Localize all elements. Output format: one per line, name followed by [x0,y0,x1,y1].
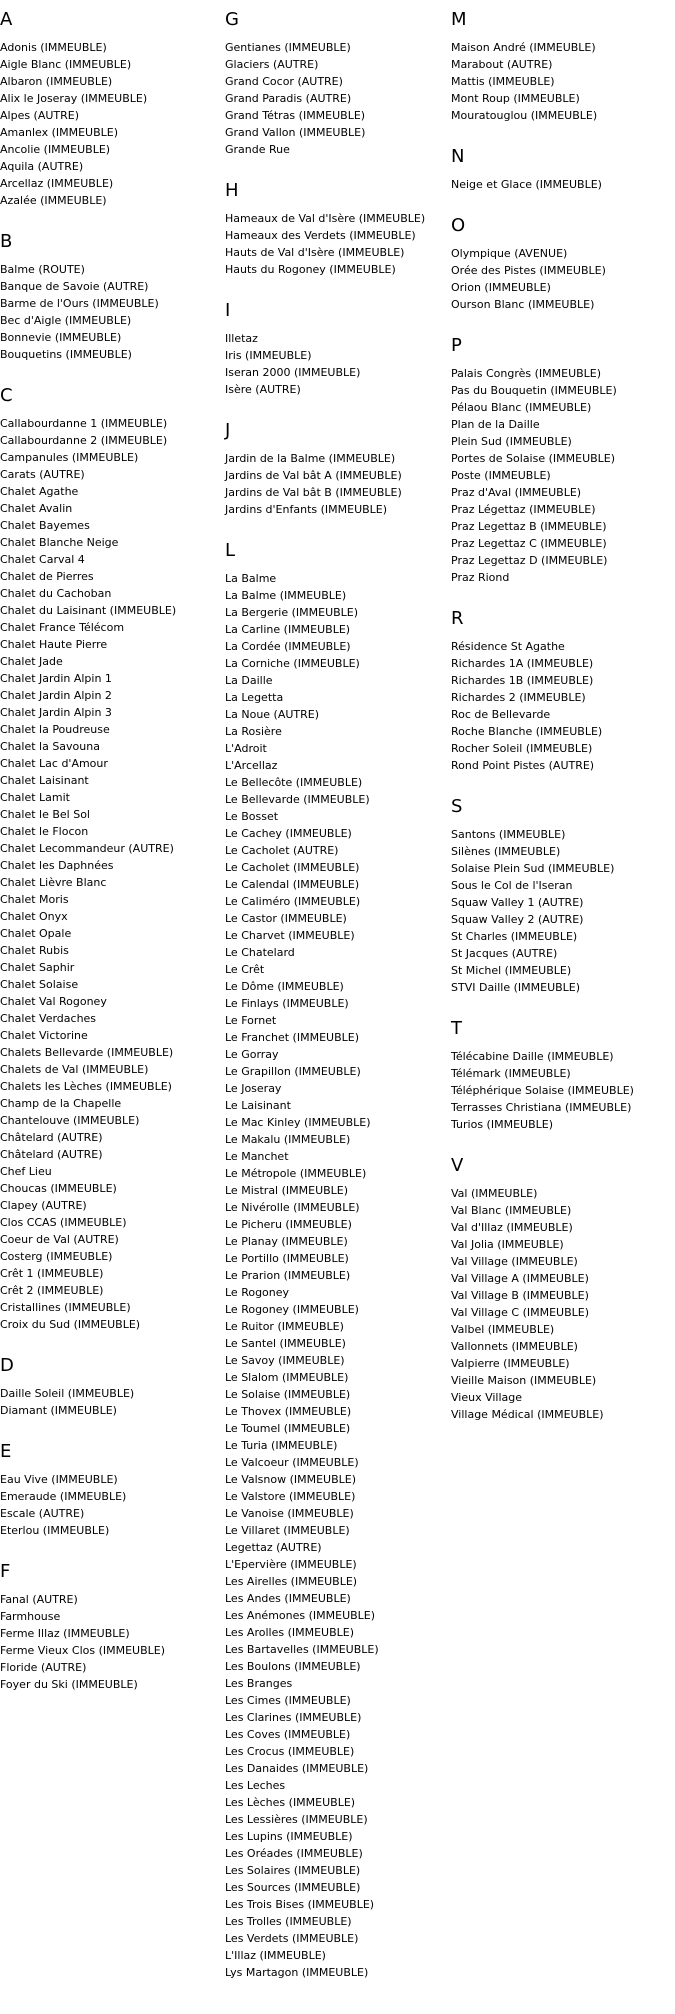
building-link[interactable]: Le Mistral (IMMEUBLE) [225,1184,349,1197]
building-link[interactable]: Mont Roup (IMMEUBLE) [451,92,580,105]
building-link[interactable]: Val Jolia (IMMEUBLE) [451,1238,564,1251]
section-letter-heading: I [225,300,231,321]
building-link[interactable]: Chalet Bayemes [0,519,90,532]
building-link[interactable]: Chalet Saphir [0,961,75,974]
building-link[interactable]: Le Franchet (IMMEUBLE) [225,1031,359,1044]
letter-section [225,9,447,158]
building-link[interactable]: Le Mac Kinley (IMMEUBLE) [225,1116,371,1129]
building-link[interactable]: Roc de Bellevarde [451,708,551,721]
building-link[interactable]: Richardes 2 (IMMEUBLE) [451,691,586,704]
building-link[interactable]: Chalet Agathe [0,485,79,498]
letter-section [0,1441,222,1539]
building-link[interactable]: Solaise Plein Sud (IMMEUBLE) [451,862,615,875]
building-link[interactable]: Le Valcoeur (IMMEUBLE) [225,1456,359,1469]
building-link[interactable]: Hauts du Rogoney (IMMEUBLE) [225,263,396,276]
building-link[interactable]: Campanules (IMMEUBLE) [0,451,139,464]
building-link[interactable]: Grand Tétras (IMMEUBLE) [225,109,366,122]
building-link[interactable]: Jardins d'Enfants (IMMEUBLE) [225,503,388,516]
building-link[interactable]: Croix du Sud (IMMEUBLE) [0,1318,141,1331]
building-link[interactable]: Les Verdets (IMMEUBLE) [225,1932,359,1945]
building-link[interactable]: Richardes 1A (IMMEUBLE) [451,657,594,670]
building-link[interactable]: Chalet Lecommandeur (AUTRE) [0,842,174,855]
building-link[interactable]: L'Epervière (IMMEUBLE) [225,1558,357,1571]
building-link[interactable]: Valbel (IMMEUBLE) [451,1323,555,1336]
section-letter-heading: J [225,420,231,441]
building-link[interactable]: Grand Cocor (AUTRE) [225,75,343,88]
building-link[interactable]: Chalet Avalin [0,502,73,515]
building-link[interactable]: Chalet France Télécom [0,621,125,634]
building-link[interactable]: Le Ruitor (IMMEUBLE) [225,1320,344,1333]
building-link[interactable]: Val Village (IMMEUBLE) [451,1255,578,1268]
building-link[interactable]: Ourson Blanc (IMMEUBLE) [451,298,595,311]
building-link[interactable]: Olympique (AVENUE) [451,247,568,260]
letter-section [0,231,222,363]
building-link[interactable]: Le Manchet [225,1150,289,1163]
building-link[interactable]: Plein Sud (IMMEUBLE) [451,435,572,448]
building-link[interactable]: Val Blanc (IMMEUBLE) [451,1204,572,1217]
building-link[interactable]: Neige et Glace (IMMEUBLE) [451,178,602,191]
building-link[interactable]: La Corniche (IMMEUBLE) [225,657,360,670]
letter-section [0,1355,222,1419]
building-link[interactable]: Escale (AUTRE) [0,1507,85,1520]
building-link[interactable]: Poste (IMMEUBLE) [451,469,551,482]
building-link[interactable]: Iseran 2000 (IMMEUBLE) [225,366,361,379]
building-link[interactable]: Palais Congrès (IMMEUBLE) [451,367,602,380]
building-link[interactable]: Télécabine Daille (IMMEUBLE) [451,1050,614,1063]
building-link[interactable]: Bec d'Aigle (IMMEUBLE) [0,314,132,327]
building-link[interactable]: La Carline (IMMEUBLE) [225,623,351,636]
building-link[interactable]: Clos CCAS (IMMEUBLE) [0,1216,127,1229]
building-link[interactable]: Vallonnets (IMMEUBLE) [451,1340,578,1353]
building-link[interactable]: Les Lèches (IMMEUBLE) [225,1796,356,1809]
building-link[interactable]: Rond Point Pistes (AUTRE) [451,759,595,772]
building-link[interactable]: Le Slalom (IMMEUBLE) [225,1371,349,1384]
building-link[interactable]: Le Portillo (IMMEUBLE) [225,1252,349,1265]
building-link[interactable]: Orion (IMMEUBLE) [451,281,551,294]
building-link[interactable]: L'Arcellaz [225,759,278,772]
letter-section [0,385,222,1333]
building-link[interactable]: Marabout (AUTRE) [451,58,553,71]
building-link[interactable]: Chalet Jardin Alpin 1 [0,672,112,685]
section-letter-heading: A [0,9,13,30]
building-link[interactable]: Chalet la Savouna [0,740,100,753]
building-link[interactable]: Val Village B (IMMEUBLE) [451,1289,589,1302]
section-letter-heading: H [225,180,239,201]
building-link[interactable]: La Bergerie (IMMEUBLE) [225,606,359,619]
building-link[interactable]: Bonnevie (IMMEUBLE) [0,331,122,344]
building-link[interactable]: Chalet le Bel Sol [0,808,90,821]
building-link[interactable]: Farmhouse [0,1610,61,1623]
building-link[interactable]: Les Coves (IMMEUBLE) [225,1728,351,1741]
building-link[interactable]: Les Lessières (IMMEUBLE) [225,1813,368,1826]
section-letter-heading: C [0,385,13,406]
building-link[interactable]: Orée des Pistes (IMMEUBLE) [451,264,606,277]
building-link[interactable]: Les Lupins (IMMEUBLE) [225,1830,353,1843]
building-link[interactable]: Val (IMMEUBLE) [451,1187,538,1200]
building-link[interactable]: Chantelouve (IMMEUBLE) [0,1114,140,1127]
building-link[interactable]: Amanlex (IMMEUBLE) [0,126,119,139]
building-link[interactable]: Le Rogoney (IMMEUBLE) [225,1303,359,1316]
building-link[interactable]: Vieux Village [451,1391,523,1404]
building-link[interactable]: Iris (IMMEUBLE) [225,349,312,362]
building-link[interactable]: Banque de Savoie (AUTRE) [0,280,149,293]
building-link[interactable]: Le Métropole (IMMEUBLE) [225,1167,367,1180]
building-link[interactable]: La Noue (AUTRE) [225,708,320,721]
section-letter-heading: R [451,608,464,629]
building-link[interactable]: Les Anémones (IMMEUBLE) [225,1609,376,1622]
section-letter-heading: D [0,1355,14,1376]
building-link[interactable]: Lys Martagon (IMMEUBLE) [225,1966,369,1979]
building-link[interactable]: Chalet Victorine [0,1029,88,1042]
building-link[interactable]: Gentianes (IMMEUBLE) [225,41,351,54]
building-link[interactable]: Legettaz (AUTRE) [225,1541,322,1554]
building-link[interactable]: Valpierre (IMMEUBLE) [451,1357,570,1370]
letter-section [0,9,222,209]
building-link[interactable]: Squaw Valley 2 (AUTRE) [451,913,584,926]
building-link[interactable]: Diamant (IMMEUBLE) [0,1404,117,1417]
building-link[interactable]: Praz Legettaz D (IMMEUBLE) [451,554,608,567]
building-link[interactable]: Clapey (AUTRE) [0,1199,87,1212]
building-link[interactable]: Le Gorray [225,1048,279,1061]
building-link[interactable]: Les Airelles (IMMEUBLE) [225,1575,358,1588]
building-link[interactable]: Terrasses Christiana (IMMEUBLE) [451,1101,632,1114]
building-link[interactable]: Aquila (AUTRE) [0,160,84,173]
building-link[interactable]: Le Chatelard [225,946,295,959]
building-link[interactable]: Val d'Illaz (IMMEUBLE) [451,1221,573,1234]
building-link[interactable]: Chalet Opale [0,927,72,940]
building-link[interactable]: Chalet Laisinant [0,774,89,787]
building-link[interactable]: Illetaz [225,332,258,345]
section-letter-heading: M [451,9,467,30]
building-link[interactable]: Grand Paradis (AUTRE) [225,92,352,105]
building-link[interactable]: Chalet Blanche Neige [0,536,119,549]
building-link[interactable]: Hameaux de Val d'Isère (IMMEUBLE) [225,212,426,225]
building-link[interactable]: Grande Rue [225,143,290,156]
building-link[interactable]: Le Turia (IMMEUBLE) [225,1439,338,1452]
building-link[interactable]: Arcellaz (IMMEUBLE) [0,177,114,190]
building-link[interactable]: Le Calendal (IMMEUBLE) [225,878,360,891]
building-link[interactable]: Mattis (IMMEUBLE) [451,75,555,88]
building-link[interactable]: Balme (ROUTE) [0,263,85,276]
letter-section [225,420,447,518]
building-link[interactable]: Le Joseray [225,1082,282,1095]
building-link[interactable]: Les Arolles (IMMEUBLE) [225,1626,355,1639]
building-link[interactable]: Ferme Vieux Clos (IMMEUBLE) [0,1644,166,1657]
building-link[interactable]: Alpes (AUTRE) [0,109,80,122]
building-link[interactable]: Pélaou Blanc (IMMEUBLE) [451,401,592,414]
building-link[interactable]: Richardes 1B (IMMEUBLE) [451,674,594,687]
letter-section [451,335,675,586]
building-link[interactable]: Rocher Soleil (IMMEUBLE) [451,742,593,755]
building-link[interactable]: Les Branges [225,1677,293,1690]
building-link[interactable]: Chalet Solaise [0,978,79,991]
building-link[interactable]: Fanal (AUTRE) [0,1593,78,1606]
building-link[interactable]: Isère (AUTRE) [225,383,301,396]
building-link[interactable]: Chalet Carval 4 [0,553,85,566]
building-link[interactable]: Télémark (IMMEUBLE) [451,1067,571,1080]
building-link[interactable]: La Rosière [225,725,282,738]
section-letter-heading: T [451,1018,462,1039]
building-link[interactable]: Le Planay (IMMEUBLE) [225,1235,348,1248]
building-link[interactable]: Le Makalu (IMMEUBLE) [225,1133,351,1146]
building-link[interactable]: Chalet les Daphnées [0,859,114,872]
building-link[interactable]: Les Boulons (IMMEUBLE) [225,1660,361,1673]
building-link[interactable]: Le Cachey (IMMEUBLE) [225,827,352,840]
building-link[interactable]: Chalet Verdaches [0,1012,97,1025]
building-link[interactable]: Résidence St Agathe [451,640,565,653]
building-link[interactable]: Chalet Val Rogoney [0,995,107,1008]
building-link[interactable]: Azalée (IMMEUBLE) [0,194,107,207]
building-link[interactable]: Les Oréades (IMMEUBLE) [225,1847,363,1860]
letter-section [225,180,447,278]
building-link[interactable]: STVI Daille (IMMEUBLE) [451,981,581,994]
building-link[interactable]: L'Illaz (IMMEUBLE) [225,1949,326,1962]
section-letter-heading: G [225,9,239,30]
building-link[interactable]: Vieille Maison (IMMEUBLE) [451,1374,597,1387]
building-link[interactable]: Le Valsnow (IMMEUBLE) [225,1473,357,1486]
building-link[interactable]: Praz Legettaz C (IMMEUBLE) [451,537,607,550]
building-link[interactable]: La Balme [225,572,277,585]
letter-section [451,1155,675,1423]
building-link[interactable]: Callabourdanne 1 (IMMEUBLE) [0,417,168,430]
building-link[interactable]: Praz d'Aval (IMMEUBLE) [451,486,582,499]
building-link[interactable]: Crêt 2 (IMMEUBLE) [0,1284,104,1297]
building-link[interactable]: Le Charvet (IMMEUBLE) [225,929,355,942]
building-link[interactable]: Foyer du Ski (IMMEUBLE) [0,1678,138,1691]
building-link[interactable]: Chalet Lamit [0,791,70,804]
building-link[interactable]: Les Clarines (IMMEUBLE) [225,1711,362,1724]
building-link[interactable]: Les Leches [225,1779,286,1792]
building-link[interactable]: Choucas (IMMEUBLE) [0,1182,117,1195]
building-link[interactable]: Chalet Lièvre Blanc [0,876,107,889]
building-link[interactable]: Le Dôme (IMMEUBLE) [225,980,344,993]
building-link[interactable]: Les Trois Bises (IMMEUBLE) [225,1898,375,1911]
building-link[interactable]: Praz Legettaz B (IMMEUBLE) [451,520,607,533]
building-link[interactable]: Le Villaret (IMMEUBLE) [225,1524,350,1537]
building-link[interactable]: Le Nivérolle (IMMEUBLE) [225,1201,360,1214]
building-link[interactable]: Hameaux des Verdets (IMMEUBLE) [225,229,416,242]
building-link[interactable]: Le Santel (IMMEUBLE) [225,1337,346,1350]
letter-section [451,608,675,774]
building-link[interactable]: Village Médical (IMMEUBLE) [451,1408,604,1421]
building-link[interactable]: Carats (AUTRE) [0,468,85,481]
building-link[interactable]: Barme de l'Ours (IMMEUBLE) [0,297,159,310]
building-link[interactable]: Santons (IMMEUBLE) [451,828,566,841]
building-link[interactable]: Eterlou (IMMEUBLE) [0,1524,110,1537]
building-link[interactable]: Le Finlays (IMMEUBLE) [225,997,349,1010]
section-letter-heading: N [451,146,465,167]
building-link[interactable]: Chalets les Lèches (IMMEUBLE) [0,1080,172,1093]
building-link[interactable]: Le Castor (IMMEUBLE) [225,912,347,925]
building-link[interactable]: Le Toumel (IMMEUBLE) [225,1422,351,1435]
letter-section [225,300,447,398]
letter-section [451,9,675,124]
building-link[interactable]: Turios (IMMEUBLE) [451,1118,553,1131]
building-link[interactable]: Daille Soleil (IMMEUBLE) [0,1387,135,1400]
building-link[interactable]: Les Cimes (IMMEUBLE) [225,1694,351,1707]
letter-section [225,540,447,1981]
building-link[interactable]: Chalet Jardin Alpin 2 [0,689,112,702]
building-link[interactable]: Les Bartavelles (IMMEUBLE) [225,1643,379,1656]
building-link[interactable]: Le Grapillon (IMMEUBLE) [225,1065,361,1078]
building-link[interactable]: Le Bellecôte (IMMEUBLE) [225,776,363,789]
building-link[interactable]: Les Trolles (IMMEUBLE) [225,1915,352,1928]
building-link[interactable]: La Legetta [225,691,284,704]
building-link[interactable]: Eau Vive (IMMEUBLE) [0,1473,118,1486]
building-link[interactable]: Val Village A (IMMEUBLE) [451,1272,589,1285]
letter-section [0,1561,222,1693]
building-link[interactable]: Châtelard (AUTRE) [0,1131,103,1144]
building-link[interactable]: Chalet Moris [0,893,69,906]
section-letter-heading: O [451,215,466,236]
building-link[interactable]: Portes de Solaise (IMMEUBLE) [451,452,616,465]
building-link[interactable]: Chalet de Pierres [0,570,94,583]
building-link[interactable]: Coeur de Val (AUTRE) [0,1233,119,1246]
building-link[interactable]: Val Village C (IMMEUBLE) [451,1306,590,1319]
building-link[interactable]: Chalet du Laisinant (IMMEUBLE) [0,604,177,617]
building-link[interactable]: Le Laisinant [225,1099,291,1112]
directory-column-3 [451,9,675,1445]
building-link[interactable]: Squaw Valley 1 (AUTRE) [451,896,584,909]
section-letter-heading: L [225,540,236,561]
letter-section [451,215,675,313]
building-link[interactable]: Le Vanoise (IMMEUBLE) [225,1507,354,1520]
building-link[interactable]: Les Sources (IMMEUBLE) [225,1881,361,1894]
building-link[interactable]: Jardin de la Balme (IMMEUBLE) [225,452,396,465]
letter-section [451,1018,675,1133]
building-link[interactable]: Châtelard (AUTRE) [0,1148,103,1161]
building-link[interactable]: Chalet Lac d'Amour [0,757,108,770]
building-link[interactable]: Le Savoy (IMMEUBLE) [225,1354,345,1367]
building-link[interactable]: Le Picheru (IMMEUBLE) [225,1218,352,1231]
building-link[interactable]: La Balme (IMMEUBLE) [225,589,347,602]
building-link[interactable]: Plan de la Daille [451,418,540,431]
building-link[interactable]: Jardins de Val bât B (IMMEUBLE) [225,486,402,499]
building-link[interactable]: Crêt 1 (IMMEUBLE) [0,1267,104,1280]
building-link[interactable]: Le Fornet [225,1014,277,1027]
building-link[interactable]: Callabourdanne 2 (IMMEUBLE) [0,434,168,447]
building-link[interactable]: Les Crocus (IMMEUBLE) [225,1745,355,1758]
building-link[interactable]: Glaciers (AUTRE) [225,58,319,71]
building-link[interactable]: Téléphérique Solaise (IMMEUBLE) [451,1084,634,1097]
section-letter-heading: P [451,335,462,356]
building-link[interactable]: L'Adroit [225,742,267,755]
section-letter-heading: V [451,1155,464,1176]
building-link[interactable]: Jardins de Val bât A (IMMEUBLE) [225,469,402,482]
building-link[interactable]: Chalet Jade [0,655,63,668]
building-link[interactable]: Chalet Jardin Alpin 3 [0,706,112,719]
building-link[interactable]: Praz Légettaz (IMMEUBLE) [451,503,596,516]
building-link[interactable]: Les Danaides (IMMEUBLE) [225,1762,369,1775]
building-link[interactable]: Hauts de Val d'Isère (IMMEUBLE) [225,246,405,259]
building-link[interactable]: Chalet le Flocon [0,825,89,838]
building-link[interactable]: Le Bosset [225,810,279,823]
building-link[interactable]: Chalet du Cachoban [0,587,112,600]
building-link[interactable]: St Charles (IMMEUBLE) [451,930,578,943]
section-letter-heading: B [0,231,13,252]
building-link[interactable]: La Daille [225,674,273,687]
directory-column-1 [0,9,222,1715]
building-link[interactable]: Ferme Illaz (IMMEUBLE) [0,1627,130,1640]
building-link[interactable]: La Cordée (IMMEUBLE) [225,640,351,653]
section-letter-heading: S [451,796,463,817]
building-link[interactable]: Praz Riond [451,571,510,584]
building-link[interactable]: Aigle Blanc (IMMEUBLE) [0,58,132,71]
building-link[interactable]: Sous le Col de l'Iseran [451,879,573,892]
building-link[interactable]: Le Crêt [225,963,265,976]
building-link[interactable]: Bouquetins (IMMEUBLE) [0,348,132,361]
letter-section [451,146,675,193]
building-link[interactable]: Albaron (IMMEUBLE) [0,75,113,88]
letter-section [451,796,675,996]
building-link[interactable]: Le Solaise (IMMEUBLE) [225,1388,351,1401]
building-link[interactable]: Chalet la Poudreuse [0,723,110,736]
building-link[interactable]: Chalets de Val (IMMEUBLE) [0,1063,149,1076]
building-link[interactable]: Les Solaires (IMMEUBLE) [225,1864,361,1877]
building-link[interactable]: Chef Lieu [0,1165,52,1178]
building-link[interactable]: Alix le Joseray (IMMEUBLE) [0,92,148,105]
section-letter-heading: E [0,1441,12,1462]
building-link[interactable]: Adonis (IMMEUBLE) [0,41,107,54]
building-link[interactable]: St Michel (IMMEUBLE) [451,964,572,977]
building-link[interactable]: Maison André (IMMEUBLE) [451,41,596,54]
building-link[interactable]: Les Andes (IMMEUBLE) [225,1592,351,1605]
building-link[interactable]: Silènes (IMMEUBLE) [451,845,561,858]
building-link[interactable]: Roche Blanche (IMMEUBLE) [451,725,603,738]
building-link[interactable]: Le Prarion (IMMEUBLE) [225,1269,351,1282]
section-letter-heading: F [0,1561,11,1582]
building-link[interactable]: Chalets Bellevarde (IMMEUBLE) [0,1046,174,1059]
building-link[interactable]: Le Rogoney [225,1286,290,1299]
building-link[interactable]: Chalet Haute Pierre [0,638,108,651]
building-link[interactable]: Ancolie (IMMEUBLE) [0,143,111,156]
directory-column-2 [225,9,447,2003]
building-link[interactable]: Le Bellevarde (IMMEUBLE) [225,793,370,806]
building-link[interactable]: Le Cacholet (AUTRE) [225,844,339,857]
building-link[interactable]: Le Caliméro (IMMEUBLE) [225,895,361,908]
building-link[interactable]: Champ de la Chapelle [0,1097,122,1110]
building-link[interactable]: Costerg (IMMEUBLE) [0,1250,113,1263]
building-link[interactable]: Chalet Rubis [0,944,69,957]
building-link[interactable]: Floride (AUTRE) [0,1661,87,1674]
building-link[interactable]: Emeraude (IMMEUBLE) [0,1490,127,1503]
building-link[interactable]: St Jacques (AUTRE) [451,947,558,960]
building-link[interactable]: Le Valstore (IMMEUBLE) [225,1490,356,1503]
building-link[interactable]: Chalet Onyx [0,910,68,923]
building-link[interactable]: Mouratouglou (IMMEUBLE) [451,109,598,122]
building-link[interactable]: Cristallines (IMMEUBLE) [0,1301,131,1314]
building-link[interactable]: Grand Vallon (IMMEUBLE) [225,126,366,139]
building-link[interactable]: Pas du Bouquetin (IMMEUBLE) [451,384,617,397]
building-link[interactable]: Le Thovex (IMMEUBLE) [225,1405,352,1418]
building-link[interactable]: Le Cacholet (IMMEUBLE) [225,861,360,874]
